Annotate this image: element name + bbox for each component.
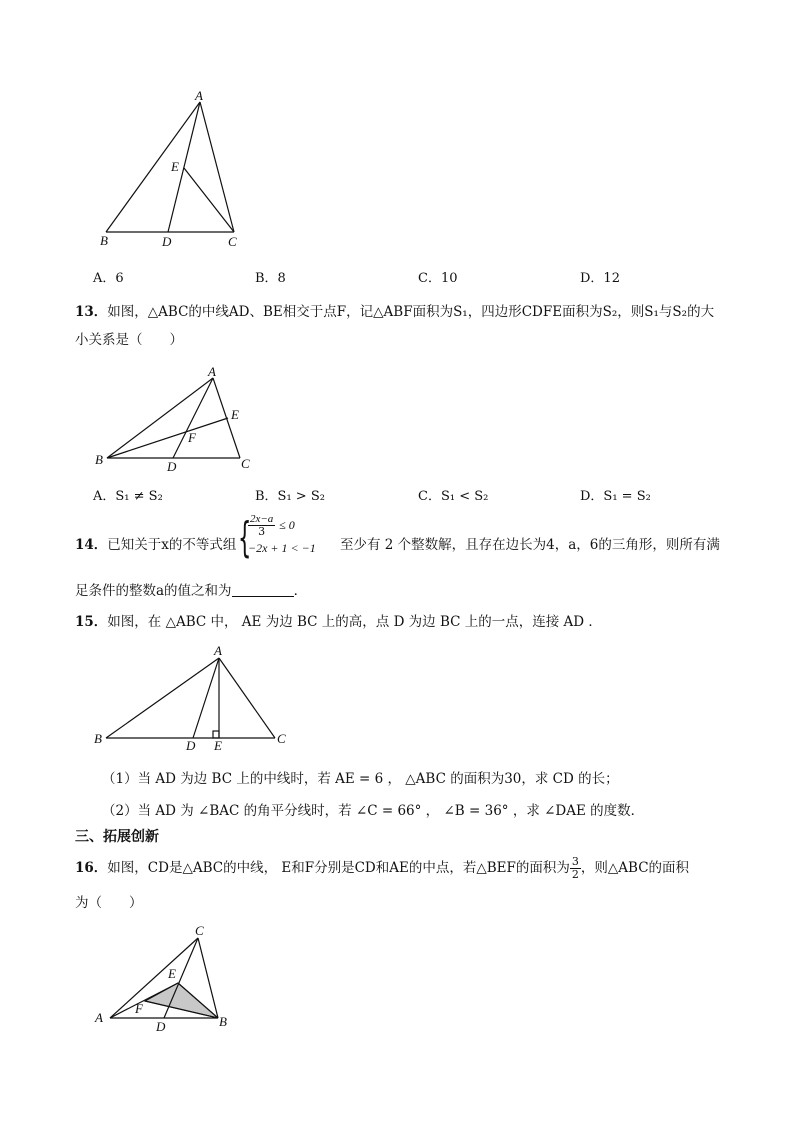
label-b: B	[100, 233, 108, 248]
q14-text-pre: 已知关于x的不等式组	[107, 537, 237, 553]
q14-number: 14．	[75, 537, 108, 553]
q15-sub1: （1）当 AD 为边 BC 上的中线时，若 AE = 6 ， △ABC 的面积为30，求 CD 的长；	[102, 771, 619, 787]
label-d: D	[186, 738, 196, 753]
inequality-system	[248, 513, 316, 556]
q16-number: 16．	[75, 860, 108, 876]
q13-option-c[interactable]: C．S₁ < S₂	[418, 489, 489, 504]
q12-option-a[interactable]: A．6	[93, 271, 124, 286]
area-fraction	[570, 856, 581, 881]
q16-text-post: ，则△ABC的面积	[580, 860, 690, 876]
q13-stem-line1	[75, 302, 714, 322]
q16-stem-line1	[75, 856, 689, 881]
label-f: F	[135, 1001, 143, 1016]
q14-stem-pre	[75, 535, 236, 555]
q16-text-pre: 如图，CD是△ABC的中线， E和F分别是CD和AE的中点，若△BEF的面积为	[107, 860, 570, 876]
label-e: E	[231, 407, 239, 422]
label-e: E	[171, 159, 179, 174]
figure-q16	[88, 918, 248, 1038]
q12-option-d[interactable]: D．12	[580, 271, 620, 286]
answer-blank[interactable]	[232, 582, 294, 597]
q14-stem-line2	[75, 581, 307, 601]
label-c: C	[241, 456, 250, 471]
label-b: B	[95, 452, 103, 467]
area-denominator: 2	[571, 868, 579, 881]
label-a: A	[208, 364, 216, 379]
q13-option-a[interactable]: A．S₁ ≠ S₂	[93, 489, 163, 504]
label-d: D	[156, 1019, 166, 1034]
q12-option-b[interactable]: B．8	[255, 271, 286, 286]
label-c: C	[277, 731, 286, 746]
ineq1-numerator: 2x−a	[250, 513, 274, 525]
q12-option-c[interactable]: C．10	[418, 271, 458, 286]
shaded-triangle-bef	[145, 983, 218, 1018]
ineq1-tail: ≤ 0	[279, 518, 295, 532]
label-c: C	[195, 923, 204, 938]
q14-line2-text: 足条件的整数a的值之和为	[75, 583, 232, 599]
label-b: B	[219, 1014, 227, 1029]
q13-option-b[interactable]: B．S₁ > S₂	[255, 489, 325, 504]
q15-number: 15．	[75, 614, 108, 630]
ineq2: −2x + 1 < −1	[248, 541, 316, 555]
ineq1-fraction	[248, 513, 275, 538]
label-b: B	[94, 731, 102, 746]
label-e: E	[168, 966, 176, 981]
ineq1-denominator: 3	[258, 525, 266, 538]
figure-q12	[90, 85, 260, 255]
label-a: A	[195, 88, 203, 103]
q15-text: 如图，在 △ABC 中， AE 为边 BC 上的高，点 D 为边 BC 上的一点，连接 AD ．	[107, 614, 602, 630]
q13-number: 13．	[75, 304, 108, 320]
label-f: F	[188, 430, 196, 445]
q16-stem-line2: 为（ ）	[75, 895, 143, 911]
figure-q15	[90, 640, 290, 755]
system-brace: {	[238, 513, 252, 562]
q13-option-d[interactable]: D．S₁ = S₂	[580, 489, 651, 504]
label-a: A	[95, 1010, 103, 1025]
q15-stem	[75, 612, 602, 632]
q14-text-post: 至少有 2 个整数解，且存在边长为4，a，6的三角形，则所有满	[340, 537, 720, 553]
area-numerator: 3	[571, 855, 579, 868]
section-heading: 三、拓展创新	[75, 829, 159, 845]
label-e: E	[214, 738, 222, 753]
label-c: C	[228, 234, 237, 249]
q15-sub2: （2）当 AD 为 ∠BAC 的角平分线时，若 ∠C = 66° ， ∠B = 36° ，求 ∠DAE 的度数．	[102, 803, 645, 819]
q13-stem-line2: 小关系是（ ）	[75, 332, 183, 348]
label-d: D	[162, 234, 172, 249]
label-a: A	[214, 643, 222, 658]
q13-text: 如图，△ABC的中线AD、BE相交于点F，记△ABF面积为S₁，四边形CDFE面积为S₂，则S₁与S₂的大	[107, 304, 715, 320]
label-d: D	[167, 459, 177, 474]
q14-line2-end: ．	[293, 583, 308, 599]
figure-q13	[90, 360, 260, 475]
